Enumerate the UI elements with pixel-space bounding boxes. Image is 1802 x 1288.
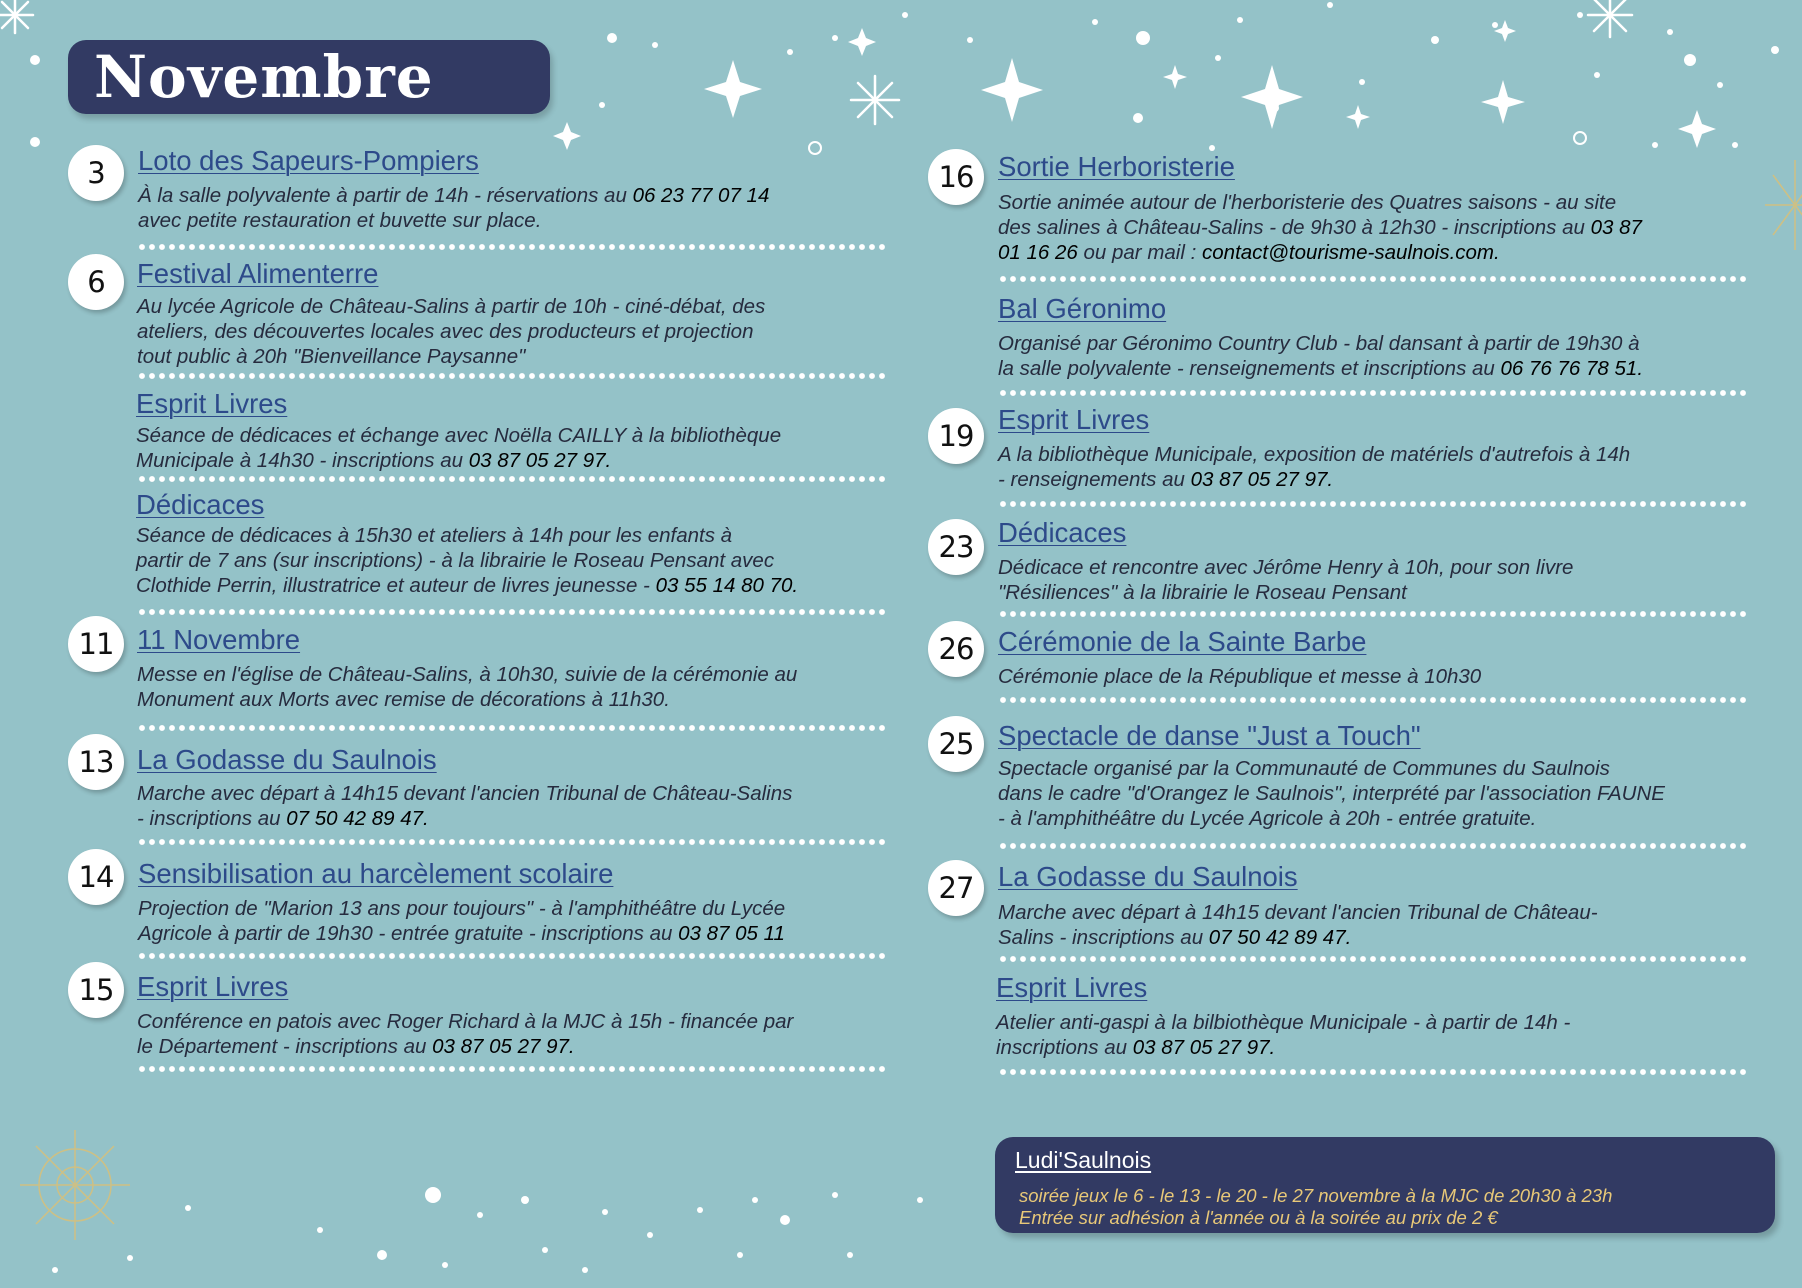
event-title-link[interactable]: Festival Alimenterre bbox=[137, 258, 379, 289]
dotted-separator bbox=[137, 373, 887, 379]
description-line: dans le cadre "d'Orangez le Saulnois", interprété par l'association FAUNE bbox=[998, 782, 1665, 805]
event-item bbox=[68, 849, 898, 949]
description-line: la salle polyvalente - renseignements et inscriptions au 06 76 76 78 51. bbox=[998, 357, 1644, 380]
event-item bbox=[928, 617, 1788, 697]
description-line: Municipale à 14h30 - inscriptions au 03 87 05 27 97. bbox=[136, 449, 612, 472]
description-line: Séance de dédicaces à 15h30 et ateliers à 14h pour les enfants à bbox=[136, 524, 733, 547]
description-line: Spectacle organisé par la Communauté de Communes du Saulnois bbox=[998, 757, 1610, 780]
date-badge: 27 bbox=[928, 860, 984, 916]
ludi-schedule: soirée jeux le 6 - le 13 - le 20 - le 27 novembre à la MJC de 20h30 à 23h bbox=[1019, 1185, 1613, 1206]
event-description bbox=[998, 664, 1788, 689]
event-description bbox=[998, 756, 1798, 831]
event-description bbox=[996, 1010, 1786, 1060]
month-title: Novembre bbox=[94, 43, 434, 111]
date-badge: 19 bbox=[928, 408, 984, 464]
event-description bbox=[138, 183, 898, 233]
event-item bbox=[928, 712, 1798, 837]
event-description bbox=[137, 1009, 917, 1059]
dotted-separator bbox=[998, 956, 1748, 962]
date-badge: 13 bbox=[68, 734, 124, 790]
dotted-separator bbox=[998, 1069, 1748, 1075]
dotted-separator bbox=[137, 725, 887, 731]
event-title-link[interactable]: 11 Novembre bbox=[137, 624, 301, 655]
date-badge: 16 bbox=[928, 149, 984, 205]
event-description bbox=[136, 523, 906, 598]
event-title-link[interactable]: Bal Géronimo bbox=[998, 293, 1167, 324]
description-line: Salins - inscriptions au 07 50 42 89 47. bbox=[998, 926, 1352, 949]
event-title-link[interactable]: Esprit Livres bbox=[136, 388, 288, 419]
event-item bbox=[928, 145, 1788, 275]
event-item bbox=[68, 486, 888, 606]
event-item bbox=[68, 254, 888, 374]
event-title-link[interactable]: Sortie Herboristerie bbox=[998, 151, 1235, 182]
dotted-separator bbox=[998, 501, 1748, 507]
event-title-link[interactable]: Dédicaces bbox=[136, 489, 265, 520]
event-title-link[interactable]: Esprit Livres bbox=[998, 404, 1150, 435]
description-line: Dédicace et rencontre avec Jérôme Henry à 10h, pour son livre bbox=[998, 556, 1574, 579]
event-description bbox=[136, 423, 896, 473]
dotted-separator bbox=[998, 843, 1748, 849]
event-item bbox=[68, 962, 898, 1062]
date-badge: 26 bbox=[928, 621, 984, 677]
date-badge: 11 bbox=[68, 616, 124, 672]
description-line: inscriptions au 03 87 05 27 97. bbox=[996, 1036, 1276, 1059]
event-description bbox=[137, 662, 907, 712]
event-item bbox=[928, 854, 1788, 954]
event-description bbox=[998, 190, 1788, 265]
event-item bbox=[68, 616, 888, 716]
event-description bbox=[138, 896, 918, 946]
description-line: Organisé par Géronimo Country Club - bal dansant à partir de 19h30 à bbox=[998, 332, 1640, 355]
description-line: Marche avec départ à 14h15 devant l'ancien Tribunal de Château- bbox=[998, 901, 1598, 924]
event-item bbox=[68, 734, 898, 834]
description-line: Messe en l'église de Château-Salins, à 10h30, suivie de la cérémonie au bbox=[137, 663, 798, 686]
event-item bbox=[928, 970, 1788, 1070]
description-line: Séance de dédicaces et échange avec Noëlla CAILLY à la bibliothèque bbox=[136, 424, 782, 447]
event-item bbox=[928, 402, 1788, 502]
description-line: ateliers, des découvertes locales avec des producteurs et projection bbox=[137, 320, 754, 343]
ludi-title-link[interactable]: Ludi'Saulnois bbox=[1015, 1147, 1152, 1173]
event-item bbox=[928, 290, 1788, 390]
description-line: Agricole à partir de 19h30 - entrée gratuite - inscriptions au 03 87 05 11 bbox=[138, 922, 785, 945]
description-line: Clothide Perrin, illustratrice et auteur de livres jeunesse - 03 55 14 80 70. bbox=[136, 574, 799, 597]
ludi-saulnois-box bbox=[995, 1137, 1775, 1233]
description-line: Projection de "Marion 13 ans pour toujours" - à l'amphithéâtre du Lycée bbox=[138, 897, 786, 920]
date-badge: 14 bbox=[68, 849, 124, 905]
description-line: tout public à 20h "Bienveillance Paysanne" bbox=[137, 345, 526, 368]
dotted-separator bbox=[137, 244, 887, 250]
event-description bbox=[998, 555, 1788, 605]
event-description bbox=[137, 781, 917, 831]
event-title-link[interactable]: Esprit Livres bbox=[137, 971, 289, 1002]
description-line: 01 16 26 ou par mail : contact@tourisme-saulnois.com. bbox=[998, 241, 1500, 264]
dotted-separator bbox=[137, 839, 887, 845]
description-line: "Résiliences" à la librairie le Roseau Pensant bbox=[998, 581, 1407, 604]
description-line: - inscriptions au 07 50 42 89 47. bbox=[137, 807, 429, 830]
event-item bbox=[68, 385, 888, 480]
event-description bbox=[998, 331, 1788, 381]
description-line: Monument aux Morts avec remise de décorations à 11h30. bbox=[137, 688, 670, 711]
description-line: Sortie animée autour de l'herboristerie des Quatres saisons - au site bbox=[998, 191, 1617, 214]
event-title-link[interactable]: La Godasse du Saulnois bbox=[998, 861, 1298, 892]
dotted-separator bbox=[998, 276, 1748, 282]
event-title-link[interactable]: Sensibilisation au harcèlement scolaire bbox=[138, 858, 614, 889]
description-line: avec petite restauration et buvette sur place. bbox=[138, 209, 542, 232]
event-description bbox=[998, 900, 1788, 950]
date-badge: 23 bbox=[928, 519, 984, 575]
description-line: À la salle polyvalente à partir de 14h - réservations au 06 23 77 07 14 bbox=[138, 184, 770, 207]
event-title-link[interactable]: La Godasse du Saulnois bbox=[137, 744, 437, 775]
event-title-link[interactable]: Loto des Sapeurs-Pompiers bbox=[138, 145, 479, 176]
description-line: Conférence en patois avec Roger Richard à la MJC à 15h - financée par bbox=[137, 1010, 794, 1033]
month-title-banner bbox=[68, 40, 550, 114]
date-badge: 3 bbox=[68, 145, 124, 201]
date-badge: 25 bbox=[928, 716, 984, 772]
event-title-link[interactable]: Dédicaces bbox=[998, 517, 1127, 548]
event-description bbox=[998, 442, 1788, 492]
dotted-separator bbox=[998, 390, 1748, 396]
date-badge: 6 bbox=[68, 254, 124, 310]
description-line: Atelier anti-gaspi à la bilbiothèque Municipale - à partir de 14h - bbox=[996, 1011, 1571, 1034]
description-line: - renseignements au 03 87 05 27 97. bbox=[998, 468, 1334, 491]
description-line: A la bibliothèque Municipale, exposition de matériels d'autrefois à 14h bbox=[998, 443, 1631, 466]
dotted-separator bbox=[998, 697, 1748, 703]
ludi-price: Entrée sur adhésion à l'année ou à la soirée au prix de 2 € bbox=[1019, 1207, 1498, 1228]
event-title-link[interactable]: Spectacle de danse "Just a Touch" bbox=[998, 720, 1421, 751]
description-line: partir de 7 ans (sur inscriptions) - à la librairie le Roseau Pensant avec bbox=[136, 549, 775, 572]
dotted-separator bbox=[137, 609, 887, 615]
dotted-separator bbox=[137, 1066, 887, 1072]
description-line: Au lycée Agricole de Château-Salins à partir de 10h - ciné-débat, des bbox=[137, 295, 766, 318]
event-description bbox=[137, 294, 897, 369]
description-line: Marche avec départ à 14h15 devant l'ancien Tribunal de Château-Salins bbox=[137, 782, 793, 805]
description-line: Cérémonie place de la République et messe à 10h30 bbox=[998, 665, 1482, 688]
event-item bbox=[68, 145, 888, 253]
description-line: des salines à Château-Salins - de 9h30 à 12h30 - inscriptions au 03 87 bbox=[998, 216, 1642, 239]
description-line: le Département - inscriptions au 03 87 05 27 97. bbox=[137, 1035, 575, 1058]
date-badge: 15 bbox=[68, 962, 124, 1018]
dotted-separator bbox=[137, 476, 887, 482]
event-title-link[interactable]: Cérémonie de la Sainte Barbe bbox=[998, 626, 1367, 657]
event-item bbox=[928, 513, 1788, 613]
description-line: - à l'amphithéâtre du Lycée Agricole à 20h - entrée gratuite. bbox=[998, 807, 1537, 830]
event-title-link[interactable]: Esprit Livres bbox=[996, 972, 1148, 1003]
dotted-separator bbox=[137, 953, 887, 959]
